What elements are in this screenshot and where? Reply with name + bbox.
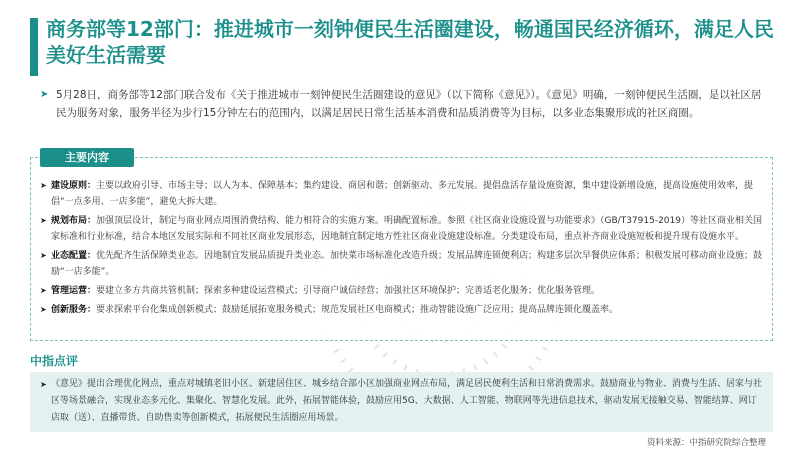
triangle-bullet-icon: ➤ xyxy=(40,380,47,389)
triangle-bullet-icon: ➤ xyxy=(40,216,47,225)
main-content-list xyxy=(40,178,765,321)
item-label: 业态配置： xyxy=(51,251,97,261)
intro-paragraph xyxy=(40,86,770,122)
triangle-bullet-icon: ➤ xyxy=(40,286,47,295)
source-note: 资料来源：中指研究院综合整理 xyxy=(646,438,766,448)
list-item xyxy=(40,213,765,245)
title-accent-bar xyxy=(30,18,38,76)
item-label: 创新服务： xyxy=(51,305,97,315)
list-item xyxy=(40,178,765,210)
triangle-bullet-icon: ➤ xyxy=(40,305,47,314)
triangle-bullet-icon: ➤ xyxy=(40,181,47,190)
list-item xyxy=(40,302,765,318)
item-text: 主要以政府引导、市场主导；以人为本、保障基本；集约建设、商居和谐；创新驱动、多元发展。提倡盘活存量设施资源，集中建设新增设施，提高设施使用效率，提倡“一点多用、一店多能”，避免大拆大建。 xyxy=(51,181,754,207)
item-text: 要求探索平台化集成创新模式；鼓励延展拓宽服务模式；规范发展社区电商模式；推动智能设施广泛应用；提高品牌连锁化覆盖率。 xyxy=(96,305,619,315)
triangle-bullet-icon: ➤ xyxy=(40,251,47,260)
item-text: 要建立多方共商共管机制；探索多种建设运营模式；引导商户诚信经营；加强社区环境保护；完善适老化服务；优化服务管理。 xyxy=(96,286,601,296)
arrow-bullet-icon: ➤ xyxy=(40,89,49,100)
item-label: 管理运营： xyxy=(51,286,97,296)
page-title: 商务部等12部门：推进城市一刻钟便民生活圈建设，畅通国民经济循环，满足人民美好生活需要 xyxy=(46,17,774,67)
commentary-text: 《意见》提出合理优化网点，重点对城镇老旧小区、新建居住区、城乡结合部小区加强商业网点布局，满足居民便利生活和日常消费需求。鼓励商业与物业、消费与生活、居家与社区等场景融合，实现业态多元化、集聚化、智慧化发展。此外，拓展智能体验，鼓励应用5G、大数据、人工智能、物联网等先进信息技术，驱动发展无接触交易、智能结算、网订店取（送）、直播带货、自助售卖等创新模式，拓展便民生活圈应用场景。 xyxy=(51,379,763,423)
commentary-paragraph xyxy=(40,376,765,427)
item-label: 建设原则： xyxy=(51,181,97,191)
intro-text: 5月28日，商务部等12部门联合发布《关于推进城市一刻钟便民生活圈建设的意见》（以下简称《意见》）。《意见》明确，一刻钟便民生活圈，是以社区居民为服务对象，服务半径为步行15分钟左右的范围内，以满足居民日常生活基本消费和品质消费等为目标，以多业态集聚形成的社区商圈。 xyxy=(56,89,762,119)
item-text: 优先配齐生活保障类业态。因地制宜发展品质提升类业态。加快菜市场标准化改造升级；发展品牌连锁便利店；构建多层次早餐供应体系；积极发展可移动商业设施；鼓励“一店多能”。 xyxy=(51,251,763,277)
commentary-title: 中指点评 xyxy=(30,354,79,368)
main-content-tag: 主要内容 xyxy=(40,148,134,167)
list-item xyxy=(40,248,765,280)
item-text: 加强顶层设计，制定与商业网点周围消费结构、能力相符合的实施方案。明确配置标准。参照《社区商业设施设置与功能要求》（GB/T37915-2019）等社区商业相关国家标准和行业标准，结合本地区发展实际和不同社区商业发展形态，因地制宜制定地方性社区商业设施建设标准。分类建设布局，重点补齐商业设施短板和提升现有设施水平。 xyxy=(51,216,762,242)
item-label: 规划布局： xyxy=(51,216,97,226)
list-item xyxy=(40,283,765,299)
